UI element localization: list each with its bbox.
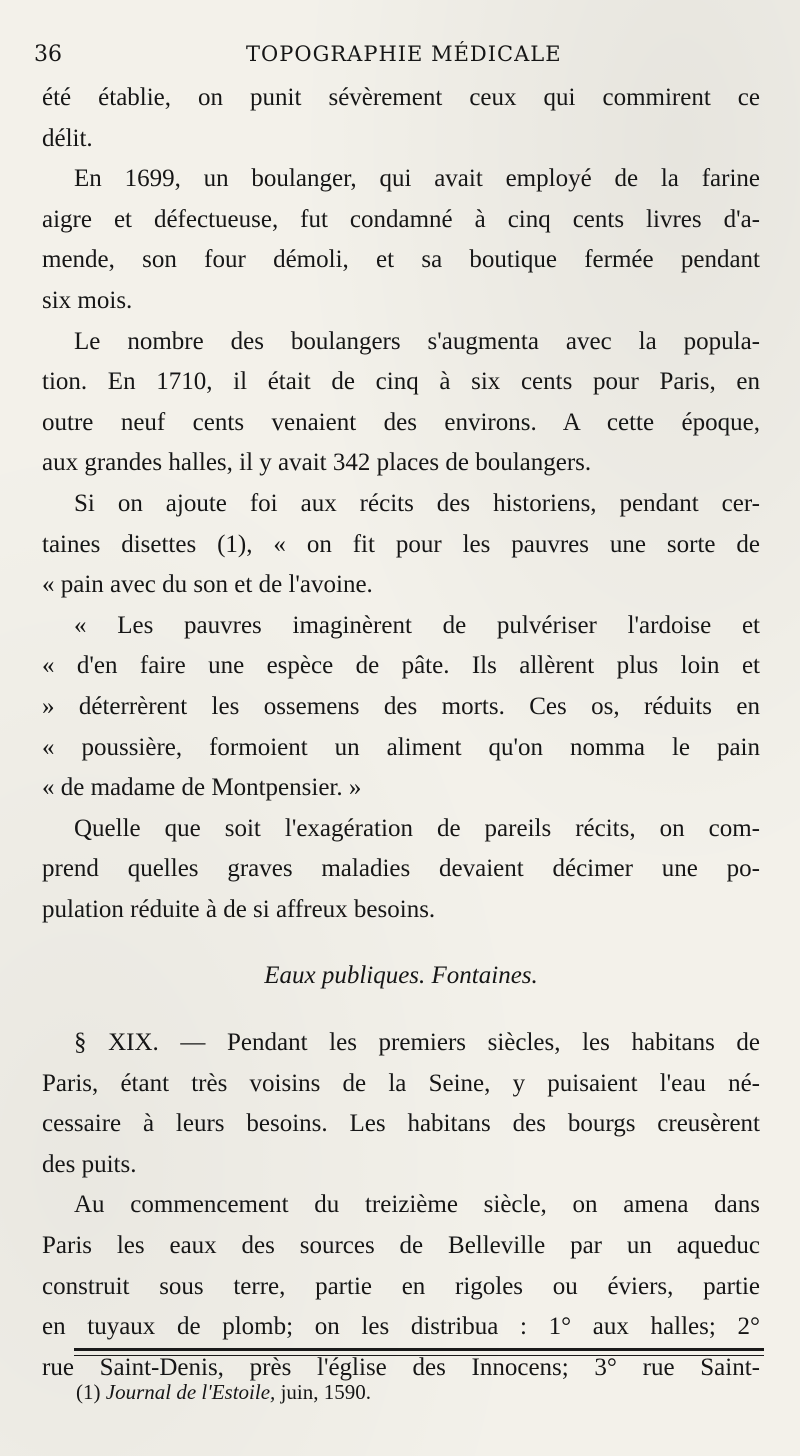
text-line: En 1699, un boulanger, qui avait employé de la farine	[74, 165, 760, 193]
page-number: 36	[34, 42, 62, 67]
text-line: rue Saint-Denis, près l'église des Innocens; 3° rue Saint-	[42, 1353, 760, 1381]
text-line: outre neuf cents venaient des environs. A cette époque,	[42, 408, 760, 436]
footnote	[76, 1380, 371, 1405]
page-header	[0, 38, 800, 74]
section-spacer	[42, 997, 760, 1023]
text-line: Le nombre des boulangers s'augmenta avec la popula-	[74, 327, 760, 355]
text-line: § XIX. — Pendant les premiers siècles, les habitans de	[74, 1029, 760, 1057]
running-head: TOPOGRAPHIE MÉDICALE	[246, 42, 562, 66]
body-text	[42, 78, 760, 1388]
text-line: aux grandes halles, il y avait 342 places de boulangers.	[42, 449, 592, 477]
text-line: » déterrèrent les ossemens des morts. Ces os, réduits en	[42, 692, 760, 720]
footnote-marker: (1)	[76, 1380, 101, 1404]
section-spacer	[42, 930, 760, 956]
text-line: taines disettes (1), « on fit pour les pauvres une sorte de	[42, 530, 760, 558]
text-line: Paris les eaux des sources de Belleville par un aqueduc	[42, 1232, 760, 1260]
text-line: cessaire à leurs besoins. Les habitans des bourgs creusèrent	[42, 1110, 760, 1138]
text-line: aigre et défectueuse, fut condamné à cinq cents livres d'a-	[42, 205, 760, 233]
text-line: délit.	[42, 124, 93, 152]
text-line: pulation réduite à de si affreux besoins.	[42, 895, 436, 923]
footnote-rule-thin	[74, 1355, 764, 1356]
text-line: « de madame de Montpensier. »	[42, 774, 362, 802]
text-line: « Les pauvres imaginèrent de pulvériser l'ardoise et	[74, 611, 760, 639]
text-line: prend quelles graves maladies devaient décimer une po-	[42, 855, 760, 883]
text-line: Paris, étant très voisins de la Seine, y puisaient l'eau né-	[42, 1069, 760, 1097]
section-heading: Eaux publiques. Fontaines.	[264, 962, 538, 990]
text-line: des puits.	[42, 1150, 137, 1178]
text-line: construit sous terre, partie en rigoles ou éviers, partie	[42, 1272, 760, 1300]
footnote-rule	[74, 1348, 764, 1351]
text-line: été établie, on punit sévèrement ceux qui commirent ce	[42, 84, 760, 111]
text-line: « d'en faire une espèce de pâte. Ils allèrent plus loin et	[42, 652, 760, 680]
footnote-date: juin, 1590.	[280, 1380, 371, 1404]
text-line: Si on ajoute foi aux récits des historiens, pendant cer-	[74, 489, 760, 517]
text-line: « poussière, formoient un aliment qu'on nomma le pain	[42, 733, 760, 761]
text-line: mende, son four démoli, et sa boutique fermée pendant	[42, 246, 760, 274]
text-line: Quelle que soit l'exagération de pareils récits, on com-	[74, 814, 760, 842]
text-line: Au commencement du treizième siècle, on amena dans	[74, 1191, 760, 1219]
text-line: en tuyaux de plomb; on les distribua : 1° aux halles; 2°	[42, 1313, 760, 1341]
text-line: « pain avec du son et de l'avoine.	[42, 571, 373, 599]
text-line: six mois.	[42, 286, 133, 314]
footnote-source: Journal de l'Estoile,	[105, 1380, 276, 1404]
text-line: tion. En 1710, il était de cinq à six cents pour Paris, en	[42, 368, 760, 396]
